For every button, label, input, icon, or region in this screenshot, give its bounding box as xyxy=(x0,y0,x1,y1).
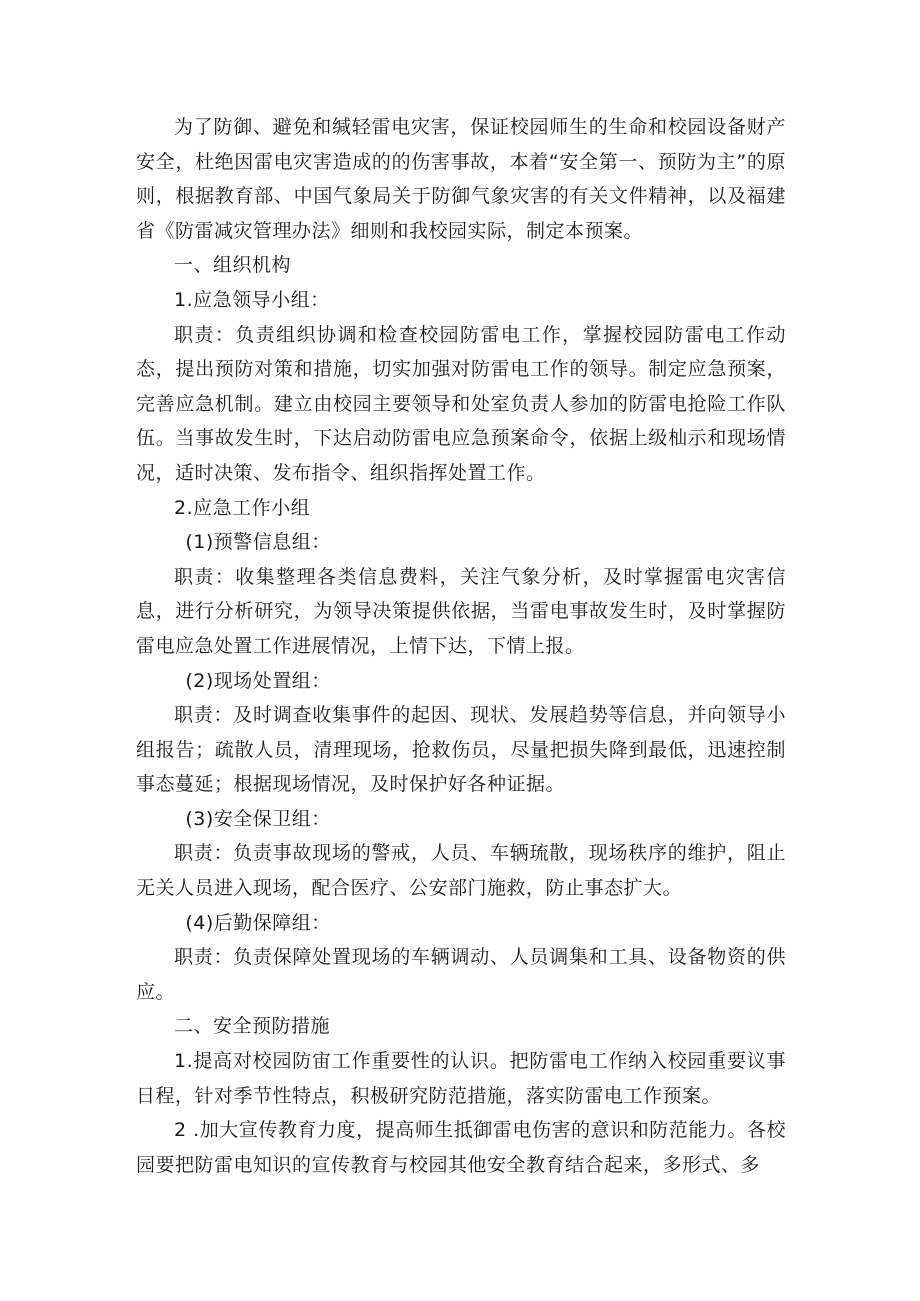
subheading-leadership-group: 1.应急领导小组： xyxy=(174,288,330,311)
group-title-onsite: (2)现场处置组： xyxy=(185,669,331,692)
prevention-item-2: 2 .加大宣传教育力度，提高师生抵御雷电伤害的意识和防范能力。各校园要把防雷电知识的宣传教育与校园其他安全教育结合起来，多形式、多 xyxy=(136,1119,786,1176)
duty-paragraph-warning: 职责：收集整理各类信息费料，关注气象分析，及时掌握雷电灾害信息，进行分析研究，为领导决策提供依据，当雷电事故发生时，及时掌握防雷电应急处置工作进展情况，上情下达，下情上报。 xyxy=(136,565,786,657)
prevention-item-1: 1.提高对校园防宙工作重要性的认识。把防雷电工作纳入校园重要议事日程，针对季节性特点，积极研究防范措施，落实防雷电工作预案。 xyxy=(136,1050,786,1107)
section-heading-organization: 一、组织机构 xyxy=(174,254,292,277)
duty-paragraph-onsite: 职责：及时调查收集事件的起因、现状、发展趋势等信息，并向领导小组报告；疏散人员，清理现场，抢救伤员，尽量把损失降到最低，迅速控制事态蔓延；根据现场情况，及时保护好各种证据。 xyxy=(136,704,786,796)
group-title-logistics: (4)后勤保障组： xyxy=(185,911,331,934)
duty-paragraph-security: 职责：负责事故现场的警戒，人员、车辆琉散，现场秩序的维护，阻止无关人员进入现场，配合医疗、公安部门施救，防止事态扩大。 xyxy=(136,842,786,900)
intro-paragraph: 为了防御、避免和缄轻雷电灾害，保证校园师生的生命和校园设备财产安全，杜绝因雷电灾害造成的的伤害事故，本着“安全第一、预防为主”的原则，根据教育部、中国气象局关于防御气象灾害的有关文件精神，以及福建省《防雷减灾管理办法》细则和我校园实际，制定本预案。 xyxy=(136,116,786,242)
group-title-security: (3)安全保卫组： xyxy=(185,807,331,830)
duty-paragraph-leadership: 职责：负责组织协调和检查校园防雷电工作，掌握校园防雷电工作动态，提出预防对策和措施，切实加强对防雷电工作的领导。制定应急预案，完善应急机制。建立由校园主要领导和处室负责人参加的防雷电抢险工作队伍。当事故发生时，下达启动防雷电应急预案命令，依据上级杣示和现场情况，适时决策、发布指令、组织指挥处置工作。 xyxy=(136,323,786,484)
document-body xyxy=(136,110,786,1182)
group-title-warning: (1)预警信息组： xyxy=(185,531,331,554)
subheading-working-group: 2.应急工作小组 xyxy=(174,496,311,519)
section-heading-prevention: 二、安全预防措施 xyxy=(174,1015,331,1038)
duty-paragraph-logistics: 职责：负责保障处置现场的车辆调动、人员调集和工具、设备物资的供应。 xyxy=(136,946,786,1003)
